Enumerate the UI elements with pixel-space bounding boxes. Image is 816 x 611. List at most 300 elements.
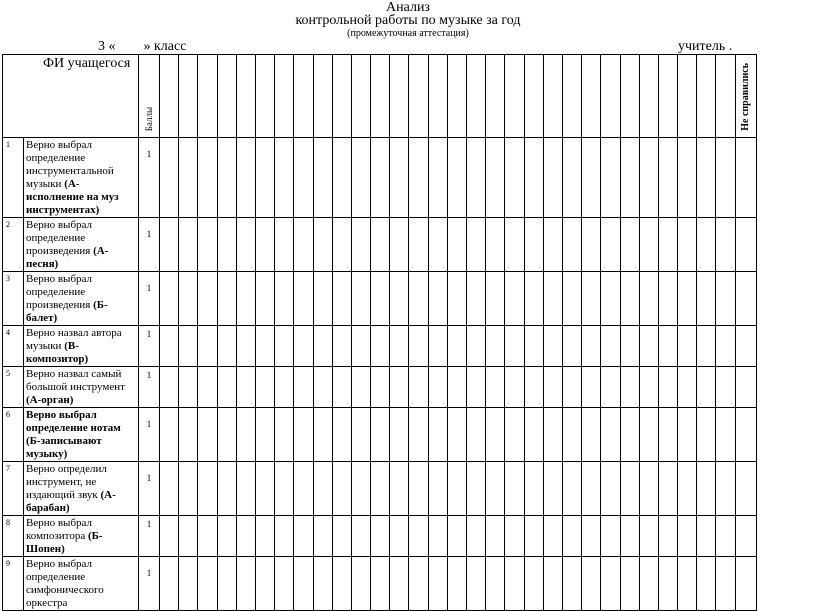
score-cell [236, 462, 255, 516]
criterion-answer: (А-песня) [26, 245, 109, 270]
criterion-plain: Верно выбрал определение произведения [26, 219, 93, 257]
score-cell [409, 408, 428, 462]
score-cell [428, 218, 447, 272]
score-cell [543, 557, 562, 611]
score-cell [620, 557, 639, 611]
score-cell [524, 272, 543, 326]
score-cell [332, 367, 351, 408]
score-cell [582, 516, 601, 557]
score-cell [294, 55, 313, 138]
score-cell [486, 408, 505, 462]
row-number: 2 [3, 218, 24, 272]
score-cell [294, 326, 313, 367]
score-cell [294, 462, 313, 516]
criterion-row [3, 326, 757, 367]
criterion-answer: (Б-балет) [26, 299, 108, 324]
score-cell [505, 218, 524, 272]
score-cell [467, 462, 486, 516]
score-cell [601, 557, 620, 611]
score-cell [447, 326, 466, 367]
row-number: 3 [3, 272, 24, 326]
score-cell [313, 218, 332, 272]
score-cell [716, 557, 735, 611]
score-cell [562, 272, 581, 326]
grade-suffix: » класс [143, 39, 187, 54]
score-cell [390, 138, 409, 218]
score-cell [313, 408, 332, 462]
score-cell [428, 138, 447, 218]
score-cell [255, 272, 274, 326]
score-cell [486, 516, 505, 557]
score-cell [620, 272, 639, 326]
score-cell [678, 462, 697, 516]
score-cell [447, 462, 466, 516]
score-cell [601, 138, 620, 218]
score-cell [275, 218, 294, 272]
score-cell [198, 367, 217, 408]
score-cell [716, 272, 735, 326]
criterion-text [24, 408, 139, 462]
score-cell [658, 218, 677, 272]
score-cell [160, 55, 179, 138]
score-cell [428, 557, 447, 611]
score-cell [697, 367, 716, 408]
score-cell [409, 516, 428, 557]
score-cell [658, 367, 677, 408]
score-cell [179, 516, 198, 557]
score-cell [639, 55, 658, 138]
score-cell [294, 557, 313, 611]
score-cell [351, 272, 370, 326]
score-cell [697, 326, 716, 367]
failed-header-cell [735, 55, 756, 138]
score-cell [236, 557, 255, 611]
score-cell [678, 218, 697, 272]
score-cell [179, 218, 198, 272]
score-cell [217, 218, 236, 272]
failed-cell [735, 462, 756, 516]
score-cell [179, 272, 198, 326]
criterion-plain: Верно определил инструмент, не издающий звук [26, 463, 107, 501]
points-value: 1 [139, 218, 160, 272]
score-cell [198, 408, 217, 462]
score-cell [428, 462, 447, 516]
score-cell [678, 557, 697, 611]
criterion-answer: (А-орган) [26, 394, 74, 406]
score-cell [160, 218, 179, 272]
score-cell [562, 367, 581, 408]
score-cell [255, 55, 274, 138]
score-cell [236, 408, 255, 462]
score-cell [639, 462, 658, 516]
score-cell [486, 272, 505, 326]
criterion-plain: Верно выбрал определение инструментальной музыки [26, 139, 114, 190]
score-cell [390, 516, 409, 557]
score-cell [620, 408, 639, 462]
score-cell [371, 55, 390, 138]
score-cell [351, 55, 370, 138]
score-cell [505, 367, 524, 408]
score-cell [639, 557, 658, 611]
score-cell [217, 138, 236, 218]
score-cell [371, 367, 390, 408]
score-cell [409, 218, 428, 272]
score-cell [409, 326, 428, 367]
score-cell [371, 557, 390, 611]
score-cell [620, 138, 639, 218]
score-cell [198, 272, 217, 326]
score-cell [505, 462, 524, 516]
score-cell [716, 408, 735, 462]
score-cell [390, 408, 409, 462]
score-cell [678, 408, 697, 462]
score-cell [371, 138, 390, 218]
score-cell [716, 516, 735, 557]
score-cell [275, 55, 294, 138]
criterion-answer: (А-исполнение на муз инструментах) [26, 178, 119, 216]
score-cell [236, 138, 255, 218]
score-cell [524, 326, 543, 367]
criterion-text [24, 138, 139, 218]
score-cell [620, 367, 639, 408]
criterion-row [3, 408, 757, 462]
score-cell [390, 367, 409, 408]
score-cell [371, 272, 390, 326]
score-cell [486, 138, 505, 218]
score-cell [658, 557, 677, 611]
score-cell [505, 138, 524, 218]
score-cell [582, 408, 601, 462]
score-cell [697, 516, 716, 557]
score-cell [255, 408, 274, 462]
score-cell [447, 138, 466, 218]
score-cell [447, 516, 466, 557]
score-cell [505, 326, 524, 367]
score-cell [179, 557, 198, 611]
score-cell [697, 557, 716, 611]
teacher-label: учитель . [678, 39, 733, 54]
score-cell [332, 462, 351, 516]
score-cell [428, 367, 447, 408]
score-cell [447, 55, 466, 138]
score-cell [678, 516, 697, 557]
score-cell [524, 462, 543, 516]
score-cell [716, 138, 735, 218]
score-cell [275, 367, 294, 408]
score-cell [601, 55, 620, 138]
score-cell [428, 326, 447, 367]
score-cell [332, 218, 351, 272]
score-cell [179, 138, 198, 218]
score-cell [179, 462, 198, 516]
analysis-table [2, 54, 757, 611]
points-value: 1 [139, 138, 160, 218]
score-cell [639, 516, 658, 557]
score-cell [543, 367, 562, 408]
score-cell [255, 138, 274, 218]
score-cell [620, 218, 639, 272]
score-cell [620, 516, 639, 557]
criterion-row [3, 516, 757, 557]
score-cell [543, 218, 562, 272]
score-cell [294, 408, 313, 462]
score-cell [313, 138, 332, 218]
criterion-row [3, 218, 757, 272]
score-cell [313, 462, 332, 516]
failed-cell [735, 272, 756, 326]
score-cell [582, 272, 601, 326]
score-cell [697, 408, 716, 462]
student-name-header: ФИ учащегося [3, 55, 139, 138]
score-cell [716, 462, 735, 516]
score-cell [294, 272, 313, 326]
score-cell [217, 55, 236, 138]
score-cell [217, 516, 236, 557]
score-cell [447, 218, 466, 272]
score-cell [716, 326, 735, 367]
score-cell [198, 55, 217, 138]
score-cell [582, 326, 601, 367]
score-cell [351, 516, 370, 557]
score-cell [467, 138, 486, 218]
criterion-plain: Верно назвал самый большой инструмент [26, 368, 125, 393]
score-cell [543, 326, 562, 367]
score-cell [524, 408, 543, 462]
score-cell [351, 462, 370, 516]
score-cell [179, 367, 198, 408]
grade-prefix: 3 « [98, 39, 116, 54]
score-cell [562, 408, 581, 462]
row-number: 5 [3, 367, 24, 408]
score-cell [255, 516, 274, 557]
criterion-row [3, 138, 757, 218]
score-cell [198, 138, 217, 218]
criterion-text [24, 462, 139, 516]
score-cell [620, 55, 639, 138]
criterion-text [24, 557, 139, 611]
score-cell [160, 462, 179, 516]
score-cell [332, 272, 351, 326]
criterion-answer: (Б-Шопен) [26, 530, 103, 555]
failed-cell [735, 218, 756, 272]
score-cell [351, 557, 370, 611]
score-cell [160, 272, 179, 326]
criterion-plain: Верно выбрал определение произведения [26, 273, 93, 311]
score-cell [160, 138, 179, 218]
score-cell [467, 367, 486, 408]
row-number: 7 [3, 462, 24, 516]
score-cell [467, 218, 486, 272]
score-cell [332, 55, 351, 138]
score-cell [582, 55, 601, 138]
score-cell [294, 367, 313, 408]
score-cell [467, 516, 486, 557]
score-cell [562, 218, 581, 272]
score-cell [351, 326, 370, 367]
score-cell [486, 55, 505, 138]
score-cell [486, 557, 505, 611]
score-cell [678, 272, 697, 326]
score-cell [294, 138, 313, 218]
score-cell [313, 272, 332, 326]
score-cell [371, 326, 390, 367]
score-cell [255, 462, 274, 516]
score-cell [601, 462, 620, 516]
points-header: Баллы [143, 106, 154, 131]
failed-cell [735, 516, 756, 557]
criterion-answer: Верно выбрал определение нотам (Б-записывают музыку) [26, 409, 121, 460]
doc-note: (промежуточная аттестация) [347, 28, 469, 39]
score-cell [562, 326, 581, 367]
score-cell [601, 367, 620, 408]
score-cell [639, 326, 658, 367]
score-cell [160, 326, 179, 367]
score-cell [562, 516, 581, 557]
criterion-row [3, 272, 757, 326]
score-cell [524, 55, 543, 138]
score-cell [658, 462, 677, 516]
score-cell [486, 462, 505, 516]
row-number: 8 [3, 516, 24, 557]
score-cell [351, 218, 370, 272]
score-cell [543, 272, 562, 326]
header-row [3, 55, 757, 138]
score-cell [275, 462, 294, 516]
score-cell [351, 367, 370, 408]
score-cell [217, 367, 236, 408]
score-cell [332, 138, 351, 218]
score-cell [467, 272, 486, 326]
score-cell [486, 326, 505, 367]
score-cell [371, 408, 390, 462]
row-number: 9 [3, 557, 24, 611]
points-value: 1 [139, 326, 160, 367]
score-cell [562, 462, 581, 516]
score-cell [371, 462, 390, 516]
points-value: 1 [139, 462, 160, 516]
score-cell [371, 516, 390, 557]
score-cell [217, 272, 236, 326]
score-cell [543, 408, 562, 462]
criterion-answer: (А-барабан) [26, 489, 116, 514]
score-cell [467, 557, 486, 611]
score-cell [160, 408, 179, 462]
score-cell [371, 218, 390, 272]
score-cell [601, 218, 620, 272]
points-value: 1 [139, 408, 160, 462]
score-cell [390, 272, 409, 326]
score-cell [275, 557, 294, 611]
score-cell [179, 326, 198, 367]
score-cell [409, 367, 428, 408]
score-cell [236, 55, 255, 138]
score-cell [313, 367, 332, 408]
score-cell [658, 516, 677, 557]
score-cell [716, 367, 735, 408]
criterion-plain: Верно выбрал композитора [26, 517, 93, 542]
criterion-plain: Верно выбрал определение симфонического оркестра [26, 558, 104, 609]
score-cell [198, 326, 217, 367]
score-cell [217, 326, 236, 367]
score-cell [313, 516, 332, 557]
score-cell [601, 326, 620, 367]
score-cell [160, 557, 179, 611]
row-number: 4 [3, 326, 24, 367]
score-cell [620, 462, 639, 516]
score-cell [275, 326, 294, 367]
score-cell [313, 326, 332, 367]
score-cell [658, 272, 677, 326]
failed-cell [735, 367, 756, 408]
score-cell [582, 367, 601, 408]
criterion-text [24, 367, 139, 408]
score-cell [275, 516, 294, 557]
score-cell [639, 408, 658, 462]
doc-subtitle: контрольной работы по музыке за год [295, 13, 521, 28]
score-cell [505, 408, 524, 462]
score-cell [582, 462, 601, 516]
score-cell [255, 326, 274, 367]
failed-cell [735, 326, 756, 367]
score-cell [409, 272, 428, 326]
score-cell [428, 272, 447, 326]
score-cell [160, 367, 179, 408]
score-cell [543, 55, 562, 138]
score-cell [390, 462, 409, 516]
score-cell [236, 218, 255, 272]
score-cell [332, 326, 351, 367]
score-cell [428, 516, 447, 557]
score-cell [198, 557, 217, 611]
score-cell [601, 272, 620, 326]
score-cell [524, 138, 543, 218]
criterion-answer: (В-композитор) [26, 340, 89, 365]
score-cell [678, 367, 697, 408]
score-cell [505, 557, 524, 611]
score-cell [428, 408, 447, 462]
score-cell [697, 462, 716, 516]
score-cell [255, 218, 274, 272]
criterion-text [24, 218, 139, 272]
grade-line [98, 39, 186, 55]
score-cell [409, 138, 428, 218]
row-number: 6 [3, 408, 24, 462]
score-cell [524, 218, 543, 272]
score-cell [524, 367, 543, 408]
score-cell [409, 55, 428, 138]
score-cell [217, 408, 236, 462]
failed-cell [735, 557, 756, 611]
score-cell [697, 55, 716, 138]
failed-cell [735, 408, 756, 462]
score-cell [505, 272, 524, 326]
score-cell [217, 462, 236, 516]
score-cell [179, 55, 198, 138]
score-cell [467, 55, 486, 138]
score-cell [678, 55, 697, 138]
score-cell [294, 516, 313, 557]
score-cell [409, 557, 428, 611]
criterion-text [24, 272, 139, 326]
score-cell [658, 326, 677, 367]
points-value: 1 [139, 557, 160, 611]
score-cell [716, 55, 735, 138]
score-cell [390, 557, 409, 611]
points-value: 1 [139, 516, 160, 557]
score-cell [562, 557, 581, 611]
score-cell [294, 218, 313, 272]
score-cell [658, 408, 677, 462]
